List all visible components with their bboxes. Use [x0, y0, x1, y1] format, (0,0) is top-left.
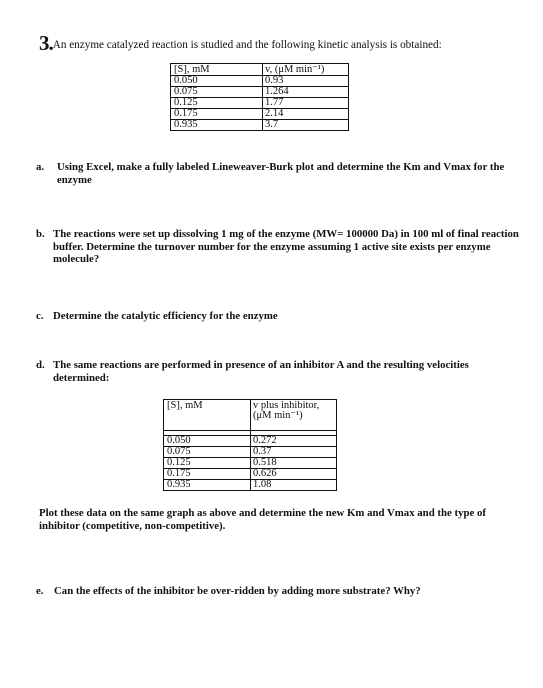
table-cell-velocity: 3.7: [263, 120, 349, 131]
question-intro: An enzyme catalyzed reaction is studied and the following kinetic analysis is obtained:: [52, 39, 442, 51]
table-row: [171, 120, 349, 131]
table-cell-substrate: 0.050: [164, 436, 251, 447]
part-e-letter: e.: [36, 585, 44, 597]
part-c-letter: c.: [36, 310, 44, 322]
table-cell-substrate: 0.175: [164, 469, 251, 480]
table-cell-substrate: 0.125: [171, 98, 263, 109]
table-cell-velocity: 1.08: [251, 480, 337, 491]
table-cell-substrate: 0.935: [164, 480, 251, 491]
kinetics-table: [170, 63, 349, 131]
part-b-letter: b.: [36, 228, 45, 240]
table-cell-velocity: 2.14: [263, 109, 349, 120]
table-cell-substrate: 0.075: [164, 447, 251, 458]
plot-instruction: Plot these data on the same graph as above and determine the new Km and Vmax and the type of inhibitor (competitive, non-competitive).: [39, 507, 486, 532]
table-cell-substrate: 0.075: [171, 87, 263, 98]
table-cell-substrate: 0.935: [171, 120, 263, 131]
table-row: [164, 436, 337, 447]
part-b-text: The reactions were set up dissolving 1 mg of the enzyme (MW= 100000 Da) in 100 ml of final reaction buffer. Determine the turnover number for the enzyme assuming 1 active site exists per enzyme molecule?: [53, 228, 519, 265]
table-cell-velocity: 1.264: [263, 87, 349, 98]
table-row: [164, 447, 337, 458]
part-a-text: Using Excel, make a fully labeled Lineweaver-Burk plot and determine the Km and Vmax for the enzyme: [57, 161, 505, 186]
part-d-letter: d.: [36, 359, 45, 371]
table-row: [171, 98, 349, 109]
table-header-velocity-inhibitor: v plus inhibitor, (μM min⁻¹): [251, 400, 337, 431]
question-heading: [39, 31, 442, 56]
table-cell-substrate: 0.175: [171, 109, 263, 120]
part-a-letter: a.: [36, 161, 45, 173]
table-header-velocity: v, (μM min⁻¹): [263, 64, 349, 76]
table-row: [171, 76, 349, 87]
part-d-text: The same reactions are performed in presence of an inhibitor A and the resulting velocities determined:: [53, 359, 469, 384]
table-row: [164, 469, 337, 480]
table-cell-velocity: 1.77: [263, 98, 349, 109]
table-header-row: [164, 400, 337, 431]
table-header-substrate: [S], mM: [164, 400, 251, 431]
table-row: [164, 458, 337, 469]
question-number: 3.: [39, 31, 53, 55]
part-e-text: Can the effects of the inhibitor be over-ridden by adding more substrate? Why?: [54, 585, 421, 597]
table-cell-velocity: 0.626: [251, 469, 337, 480]
table-cell-velocity: 0.37: [251, 447, 337, 458]
part-c-text: Determine the catalytic efficiency for the enzyme: [53, 310, 278, 322]
table-cell-velocity: 0.93: [263, 76, 349, 87]
table-cell-velocity: 0.272: [251, 436, 337, 447]
table-row: [171, 109, 349, 120]
table-header-row: [171, 64, 349, 76]
table-cell-velocity: 0.518: [251, 458, 337, 469]
table-header-substrate: [S], mM: [171, 64, 263, 76]
table-row: [171, 87, 349, 98]
table-row: [164, 480, 337, 491]
inhibitor-table: [163, 399, 337, 491]
table-cell-substrate: 0.050: [171, 76, 263, 87]
table-cell-substrate: 0.125: [164, 458, 251, 469]
